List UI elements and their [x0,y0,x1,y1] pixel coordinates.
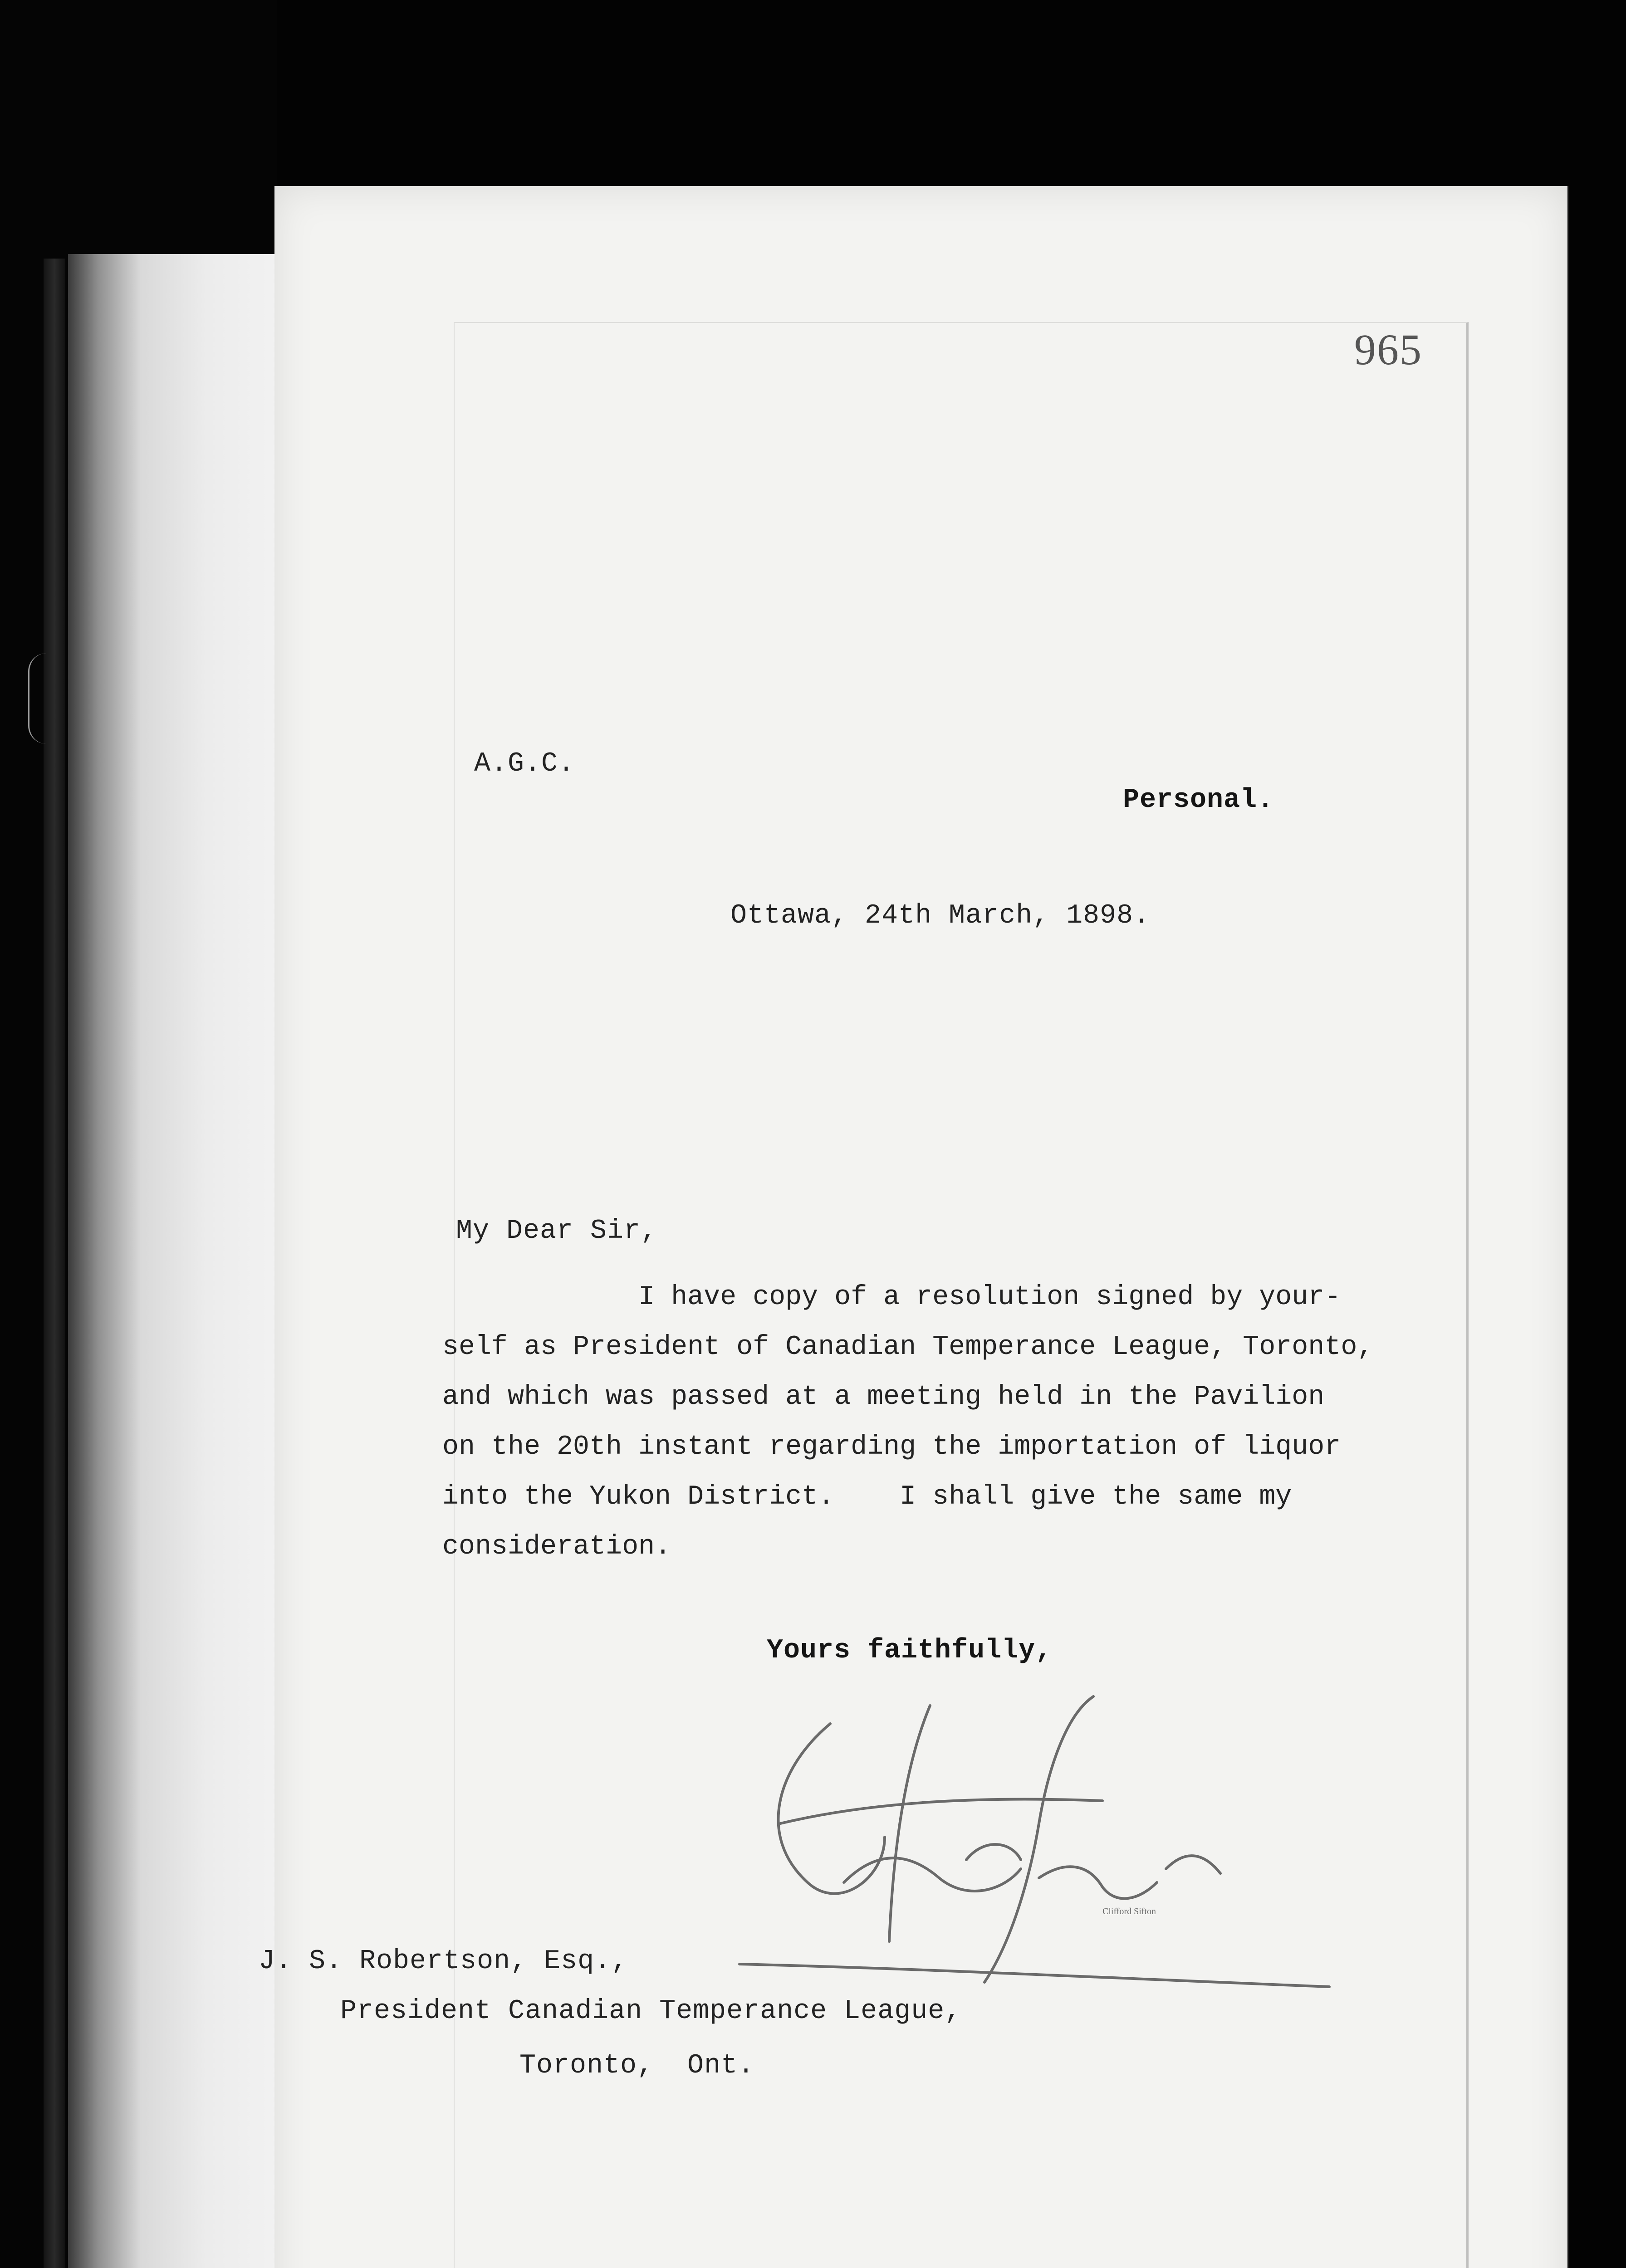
body-line: on the 20th instant regarding the importation of liquor [442,1432,1341,1462]
recipient-name: J. S. Robertson, Esq., [259,1946,628,1977]
binding-edge [44,259,65,2268]
body-line: and which was passed at a meeting held in the Pavilion [442,1382,1325,1413]
body-line: I have copy of a resolution signed by your- [442,1282,1341,1313]
recipient-city: Toronto, Ont. [519,2050,755,2081]
closing: Yours faithfully, [767,1635,1053,1666]
folio-number: 965 [1354,325,1422,374]
body-line: into the Yukon District. I shall give the same my [442,1481,1292,1512]
underlying-page-edge [68,254,281,2268]
body-line: consideration. [442,1531,671,1562]
signature-text: Clifford Sifton [1102,1906,1156,1916]
body-line: self as President of Canadian Temperance League, Toronto, [442,1332,1374,1363]
recipient-title: President Canadian Temperance League, [340,1996,962,2027]
handwritten-signature [694,1687,1357,2005]
confidentiality-mark: Personal. [1123,785,1274,816]
paper-clip-mark [28,653,66,744]
salutation: My Dear Sir, [456,1216,658,1246]
office-mark: A.G.C. [474,748,575,779]
place-date: Ottawa, 24th March, 1898. [730,900,1151,931]
letter-body [442,1272,1373,1572]
